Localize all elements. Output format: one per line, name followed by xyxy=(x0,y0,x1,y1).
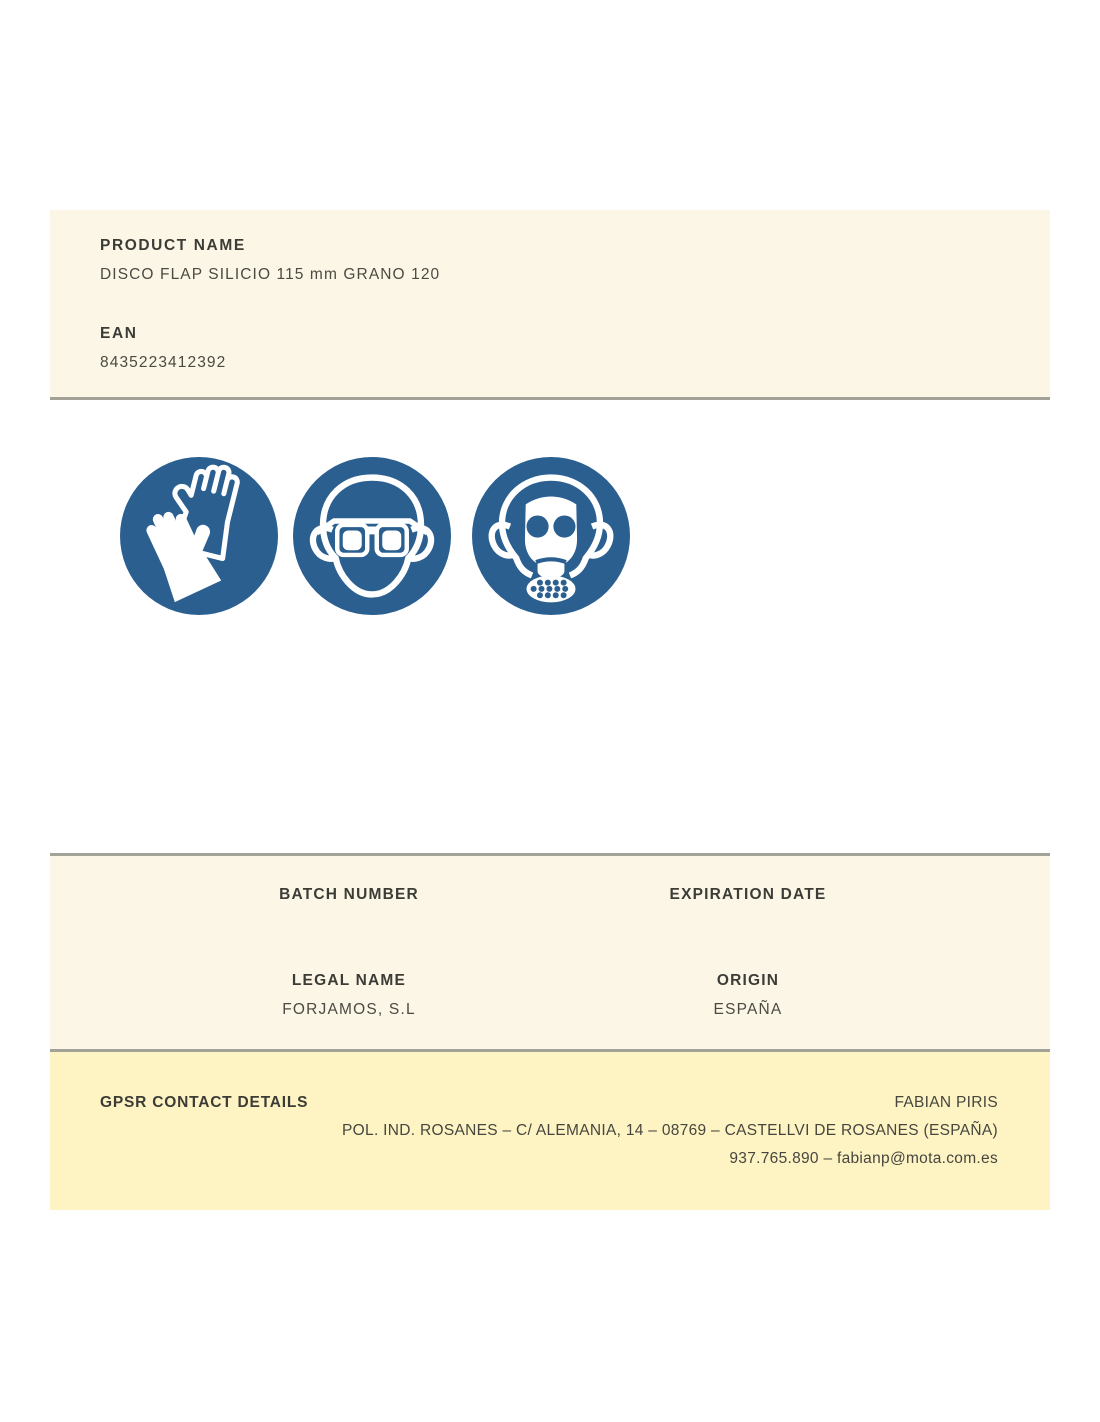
gpsr-phone-email: 937.765.890 – fabianp@mota.com.es xyxy=(729,1150,998,1167)
legal-name-value: FORJAMOS, S.L xyxy=(282,1001,416,1018)
product-info-panel xyxy=(50,210,1050,400)
product-name-value: DISCO FLAP SILICIO 115 mm GRANO 120 xyxy=(100,266,441,283)
origin-value: ESPAÑA xyxy=(713,1001,783,1018)
ean-label: EAN xyxy=(100,325,138,342)
wear-eye-protection-icon xyxy=(293,457,451,615)
gpsr-contact-name: FABIAN PIRIS xyxy=(894,1094,998,1111)
legal-name-label: LEGAL NAME xyxy=(291,972,407,989)
wear-protective-gloves-icon xyxy=(120,457,278,615)
wear-respiratory-protection-icon xyxy=(472,457,630,615)
safety-icons-row xyxy=(120,457,630,615)
gpsr-contact-panel xyxy=(50,1052,1050,1210)
batch-number-label: BATCH NUMBER xyxy=(279,886,419,903)
batch-info-panel xyxy=(50,853,1050,1052)
gpsr-address: POL. IND. ROSANES – C/ ALEMANIA, 14 – 08769 – CASTELLVI DE ROSANES (ESPAÑA) xyxy=(342,1122,998,1139)
expiration-date-label: EXPIRATION DATE xyxy=(669,886,827,903)
gpsr-details-label: GPSR CONTACT DETAILS xyxy=(100,1094,309,1111)
product-name-label: PRODUCT NAME xyxy=(100,237,246,254)
ean-value: 8435223412392 xyxy=(100,354,227,371)
origin-label: ORIGIN xyxy=(716,972,780,989)
